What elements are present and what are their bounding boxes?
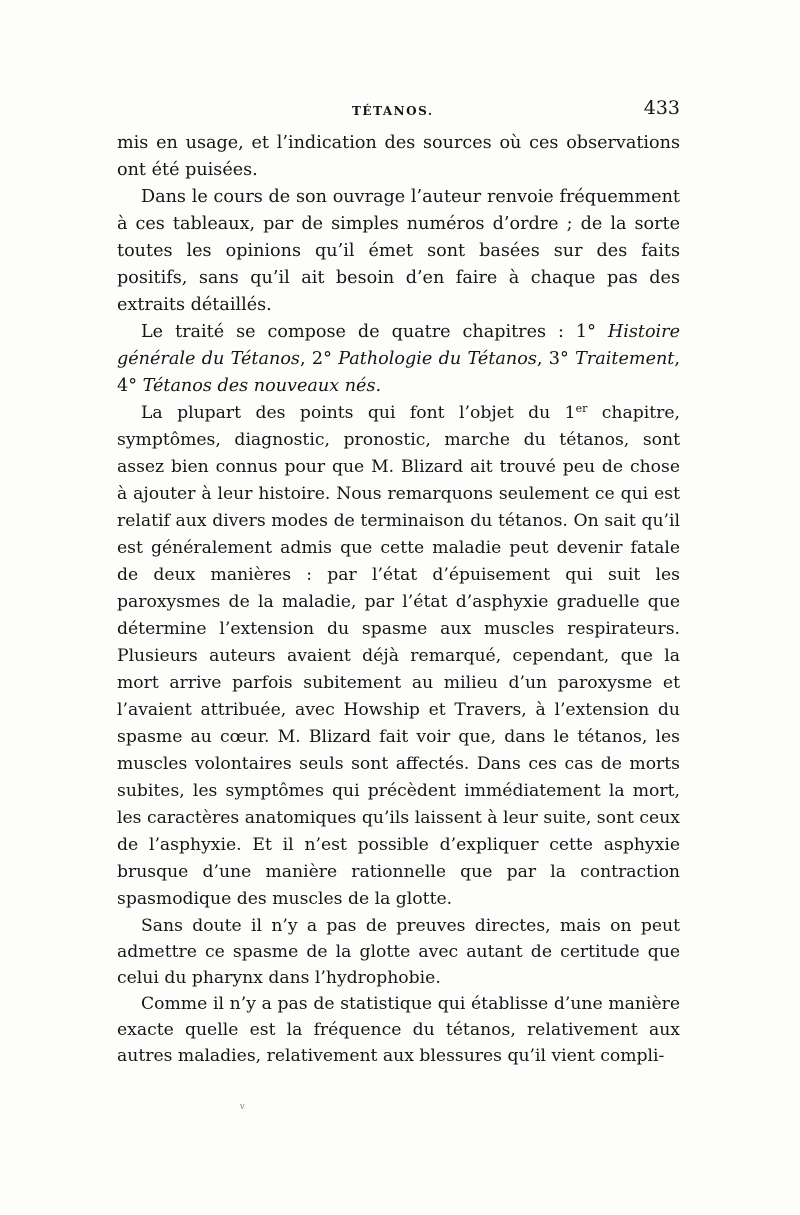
text-run: chapitre, symptômes, diagnostic, pronostic, marche du tétanos, sont assez bien connus pour que M. Blizard ait trouvé peu de chose à ajouter à leur histoire. Nous remarquons seulement ce qui est relatif aux divers modes de terminaison du tétanos. On sait qu’il est généralement admis que cette maladie peut devenir fatale de deux manières : par l’état d’épuisement qui suit les paroxysmes de la maladie, par l’état d’asphyxie graduelle que détermine l’extension du spasme aux muscles respirateurs. Plusieurs auteurs avaient déjà remarqué, cependant, que la mort arrive parfois subitement au milieu d’un paroxysme et l’avaient attribuée, avec Howship et Travers, à l’extension du spasme au cœur. M. Blizard fait voir que, dans le tétanos, les muscles volontaires seuls sont affectés. Dans ces cas de morts subites, les symptômes qui précèdent immédiatement la mort, les caractères anatomiques qu’ils laissent à leur suite, sont ceux de l’asphyxie. Et il n’est possible d’expliquer cette asphyxie brusque d’une manière rationnelle que par la contraction spasmodique des muscles de la glotte.: [117, 403, 680, 909]
italic-title: Traitement: [575, 349, 675, 369]
running-title: TÉTANOS.: [352, 104, 434, 118]
text-run: , 2°: [299, 349, 339, 369]
text-run: Dans le cours de son ouvrage l’auteur renvoie fréquemment à ces tableaux, par de simples numéros d’ordre ; de la sorte toutes les opinions qu’il émet sont basées sur des faits positifs, sans qu’il ait besoin d’en faire à chaque pas des extraits détaillés.: [117, 187, 680, 315]
paragraph-6: [117, 991, 680, 1069]
text-run: Le traité se compose de quatre chapitres : 1°: [141, 322, 608, 342]
paragraph-5: [117, 913, 680, 991]
paragraph-2: [117, 184, 680, 319]
italic-title: Tétanos des nouveaux nés.: [142, 376, 382, 396]
paragraph-3: [117, 319, 680, 400]
text-run: Sans doute il n’y a pas de preuves directes, mais on peut admettre ce spasme de la glotte avec autant de certitude que celui du pharynx dans l’hydrophobie.: [117, 916, 680, 988]
paragraph-4: [117, 400, 680, 913]
ordinal-superscript: er: [575, 402, 588, 415]
text-run: , 3°: [536, 349, 576, 369]
body-text: [117, 130, 680, 1069]
page-header: [117, 97, 680, 123]
text-run: La plupart des points qui font l’objet du 1: [141, 403, 576, 423]
italic-title: Histoire générale du Tétanos: [117, 322, 680, 369]
stray-mark: v: [240, 1102, 245, 1111]
page-number: 433: [643, 97, 680, 119]
text-run: , 4°: [117, 349, 680, 396]
italic-title: Pathologie du Tétanos: [338, 349, 537, 369]
text-run: mis en usage, et l’indication des sources où ces observations ont été puisées.: [117, 133, 680, 180]
text-run: Comme il n’y a pas de statistique qui établisse d’une manière exacte quelle est la fréquence du tétanos, relativement aux autres maladies, relativement aux blessures qu’il vient compli-: [117, 994, 680, 1066]
paragraph-1: [117, 130, 680, 184]
